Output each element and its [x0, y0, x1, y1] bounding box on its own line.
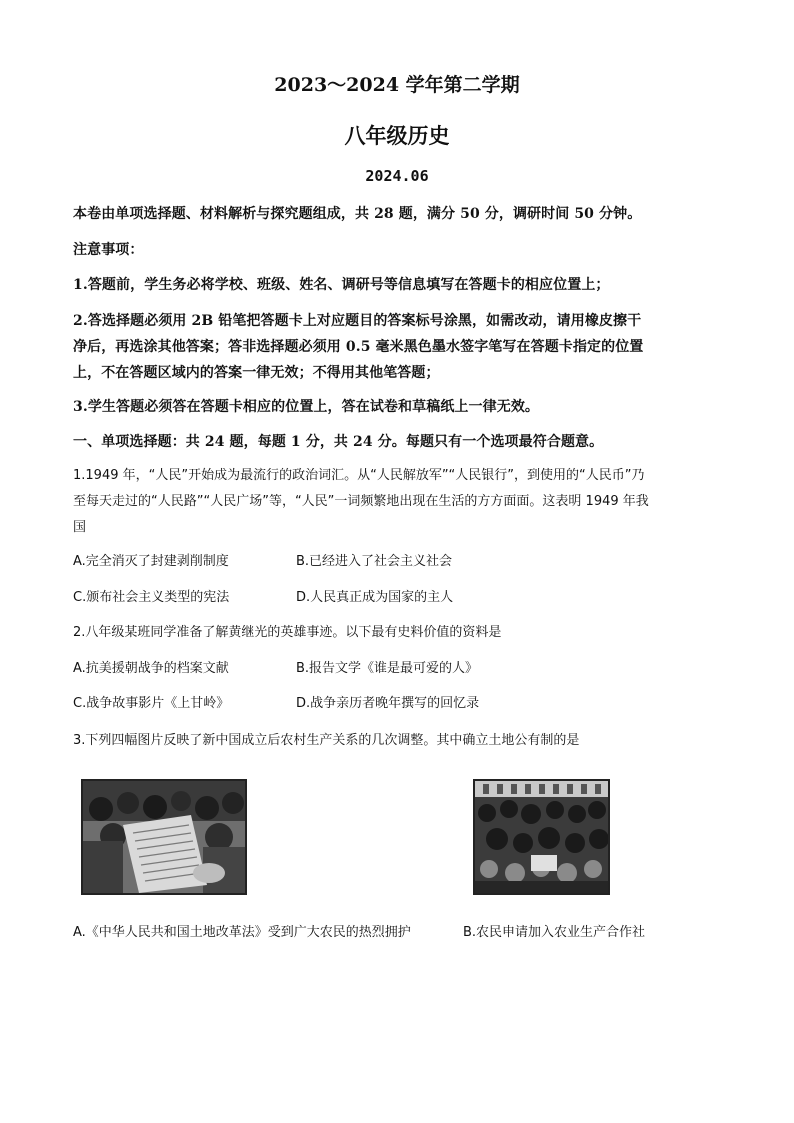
question-1-option-c: C.颁布社会主义类型的宪法 — [73, 590, 230, 605]
exam-date: 2024.06 — [365, 167, 429, 185]
question-1-option-d: D.人民真正成为国家的主人 — [296, 590, 454, 605]
question-1-option-b: B.已经进入了社会主义社会 — [296, 554, 453, 569]
exam-subject-title: 八年级历史 — [344, 123, 450, 148]
question-3-stem: 3.下列四幅图片反映了新中国成立后农村生产关系的几次调整。其中确立土地公有制的是 — [73, 733, 580, 748]
cooperative-photo-image — [475, 781, 608, 893]
question-2-option-d: D.战争亲历者晚年撰写的回忆录 — [296, 696, 480, 711]
notes-heading: 注意事项： — [73, 242, 144, 258]
note-item-2-line-3: 上，不在答题区域内的答案一律无效；不得用其他笔答题； — [73, 365, 440, 381]
question-3-photo-b — [473, 779, 610, 895]
question-1-line-2: 至每天走过的“人民路”“人民广场”等，“人民”一词频繁地出现在生活的方方面面。这表明 1949 年我 — [73, 494, 649, 509]
note-item-1: 1.答题前，学生务必将学校、班级、姓名、调研号等信息填写在答题卡的相应位置上； — [73, 277, 610, 293]
question-2-option-b: B.报告文学《谁是最可爱的人》 — [296, 661, 479, 676]
section-1-heading: 一、单项选择题：共 24 题，每题 1 分，共 24 分。每题只有一个选项最符合题意。 — [73, 434, 604, 450]
question-2-option-a: A.抗美援朝战争的档案文献 — [73, 661, 229, 676]
question-1-line-3: 国 — [73, 520, 87, 535]
question-2-stem: 2.八年级某班同学准备了解黄继光的英雄事迹。以下最有史料价值的资料是 — [73, 625, 502, 640]
question-3-photo-a — [81, 779, 247, 895]
note-item-3: 3.学生答题必须答在答题卡相应的位置上，答在试卷和草稿纸上一律无效。 — [73, 399, 540, 415]
question-1-option-a: A.完全消灭了封建剥削制度 — [73, 554, 229, 569]
question-1-line-1: 1.1949 年，“人民”开始成为最流行的政治词汇。从“人民解放军”“人民银行”，到使用的“人民币”乃 — [73, 468, 645, 483]
land-reform-photo-image — [83, 781, 245, 893]
exam-intro: 本卷由单项选择题、材料解析与探究题组成，共 28 题，满分 50 分，调研时间 50 分钟。 — [73, 206, 642, 222]
question-3-option-b: B.农民申请加入农业生产合作社 — [463, 925, 646, 940]
note-item-2-line-1: 2.答选择题必须用 2B 铅笔把答题卡上对应题目的答案标号涂黑，如需改动，请用橡皮擦干 — [73, 313, 642, 329]
note-item-2-line-2: 净后，再选涂其他答案；答非选择题必须用 0.5 毫米黑色墨水签字笔写在答题卡指定的位置 — [73, 339, 644, 355]
exam-term-title: 2023～2024 学年第二学期 — [274, 74, 520, 96]
question-3-option-a: A.《中华人民共和国土地改革法》受到广大农民的热烈拥护 — [73, 925, 411, 940]
question-2-option-c: C.战争故事影片《上甘岭》 — [73, 696, 230, 711]
